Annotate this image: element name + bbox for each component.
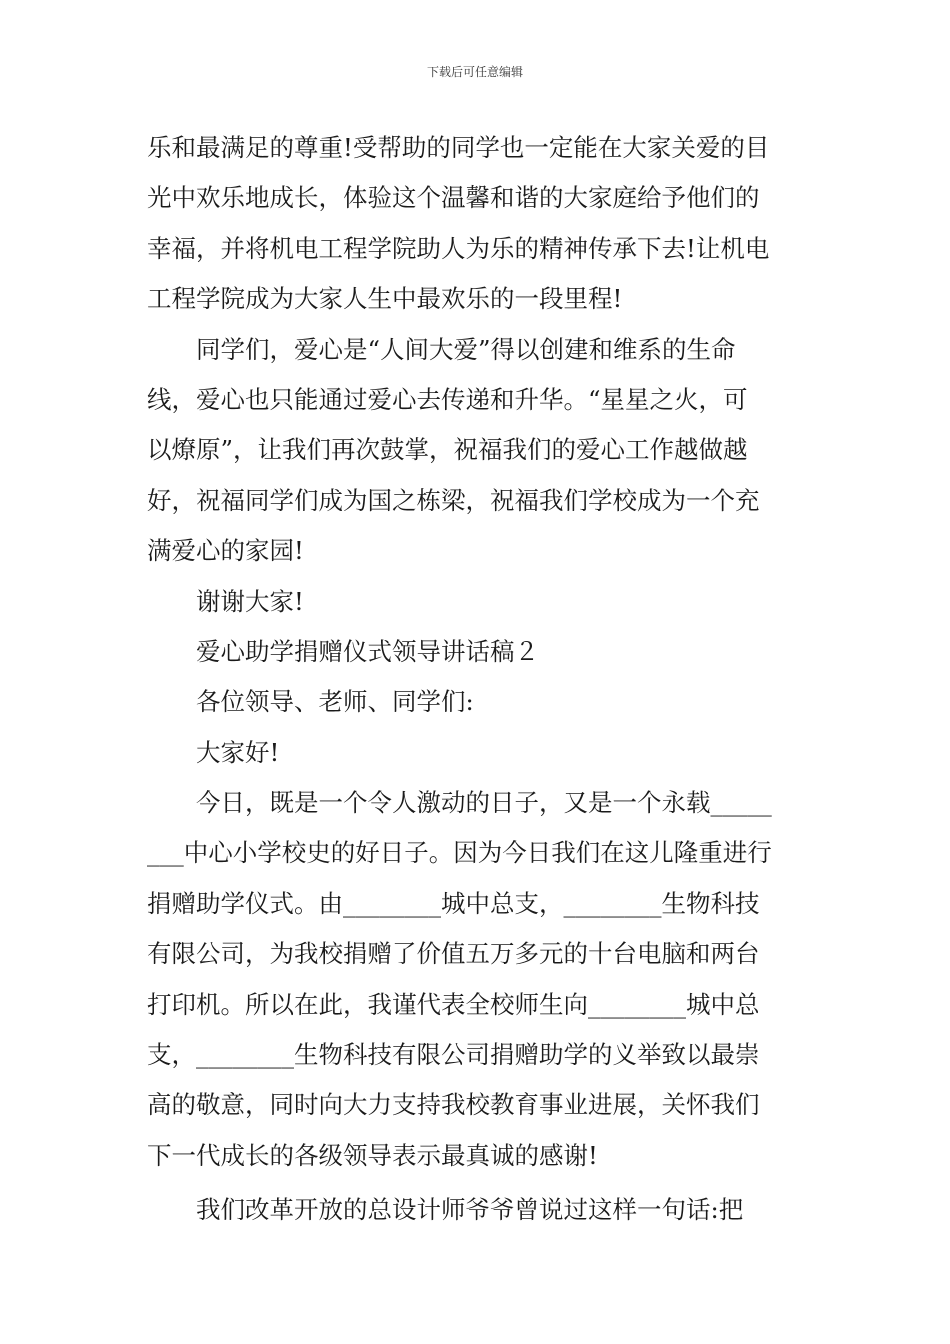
section-title: 爱心助学捐赠仪式领导讲话稿２ — [196, 636, 539, 666]
text-line: 有限公司，为我校捐赠了价值五万多元的十台电脑和两台 — [147, 939, 760, 969]
document-body — [147, 123, 807, 1236]
text-line: 打印机。所以在此，我谨代表全校师生向________城中总 — [147, 989, 760, 1019]
text-line: 以燎原”，让我们再次鼓掌，祝福我们的爱心工作越做越 — [147, 435, 748, 465]
greeting: 大家好! — [196, 737, 280, 767]
text-line: 光中欢乐地成长，体验这个温馨和谐的大家庭给予他们的 — [147, 183, 760, 213]
text-line: 捐赠助学仪式。由________城中总支，________生物科技 — [147, 888, 760, 918]
text-line: 高的敬意，同时向大力支持我校教育事业进展，关怀我们 — [147, 1090, 760, 1120]
page-header: 下载后可任意编辑 — [426, 65, 523, 79]
text-line: 幸福，并将机电工程学院助人为乐的精神传承下去!让机电 — [147, 233, 770, 263]
salutation: 各位领导、老师、同学们: — [196, 687, 474, 717]
text-line: 支，________生物科技有限公司捐赠助学的义举致以最崇 — [147, 1040, 760, 1070]
closing-thanks: 谢谢大家! — [196, 586, 304, 616]
text-line: 乐和最满足的尊重!受帮助的同学也一定能在大家关爱的目 — [147, 133, 770, 162]
text-line: 工程学院成为大家人生中最欢乐的一段里程! — [147, 284, 623, 314]
text-line: ___中心小学校史的好日子。因为今日我们在这儿隆重进行 — [147, 838, 772, 868]
text-line: 我们改革开放的总设计师爷爷曾说过这样一句话:把 — [196, 1195, 744, 1225]
text-line: 好，祝福同学们成为国之栋梁，祝福我们学校成为一个充 — [147, 485, 760, 515]
text-line: 满爱心的家园! — [147, 536, 304, 566]
text-line: 线，爱心也只能通过爱心去传递和升华。“星星之火，可 — [147, 384, 748, 414]
text-line: 下一代成长的各级领导表示最真诚的感谢! — [147, 1140, 598, 1170]
text-line: 同学们，爱心是“人间大爱”得以创建和维系的生命 — [196, 334, 736, 364]
text-line: 今日，既是一个令人激动的日子，又是一个永载_____ — [196, 788, 772, 818]
